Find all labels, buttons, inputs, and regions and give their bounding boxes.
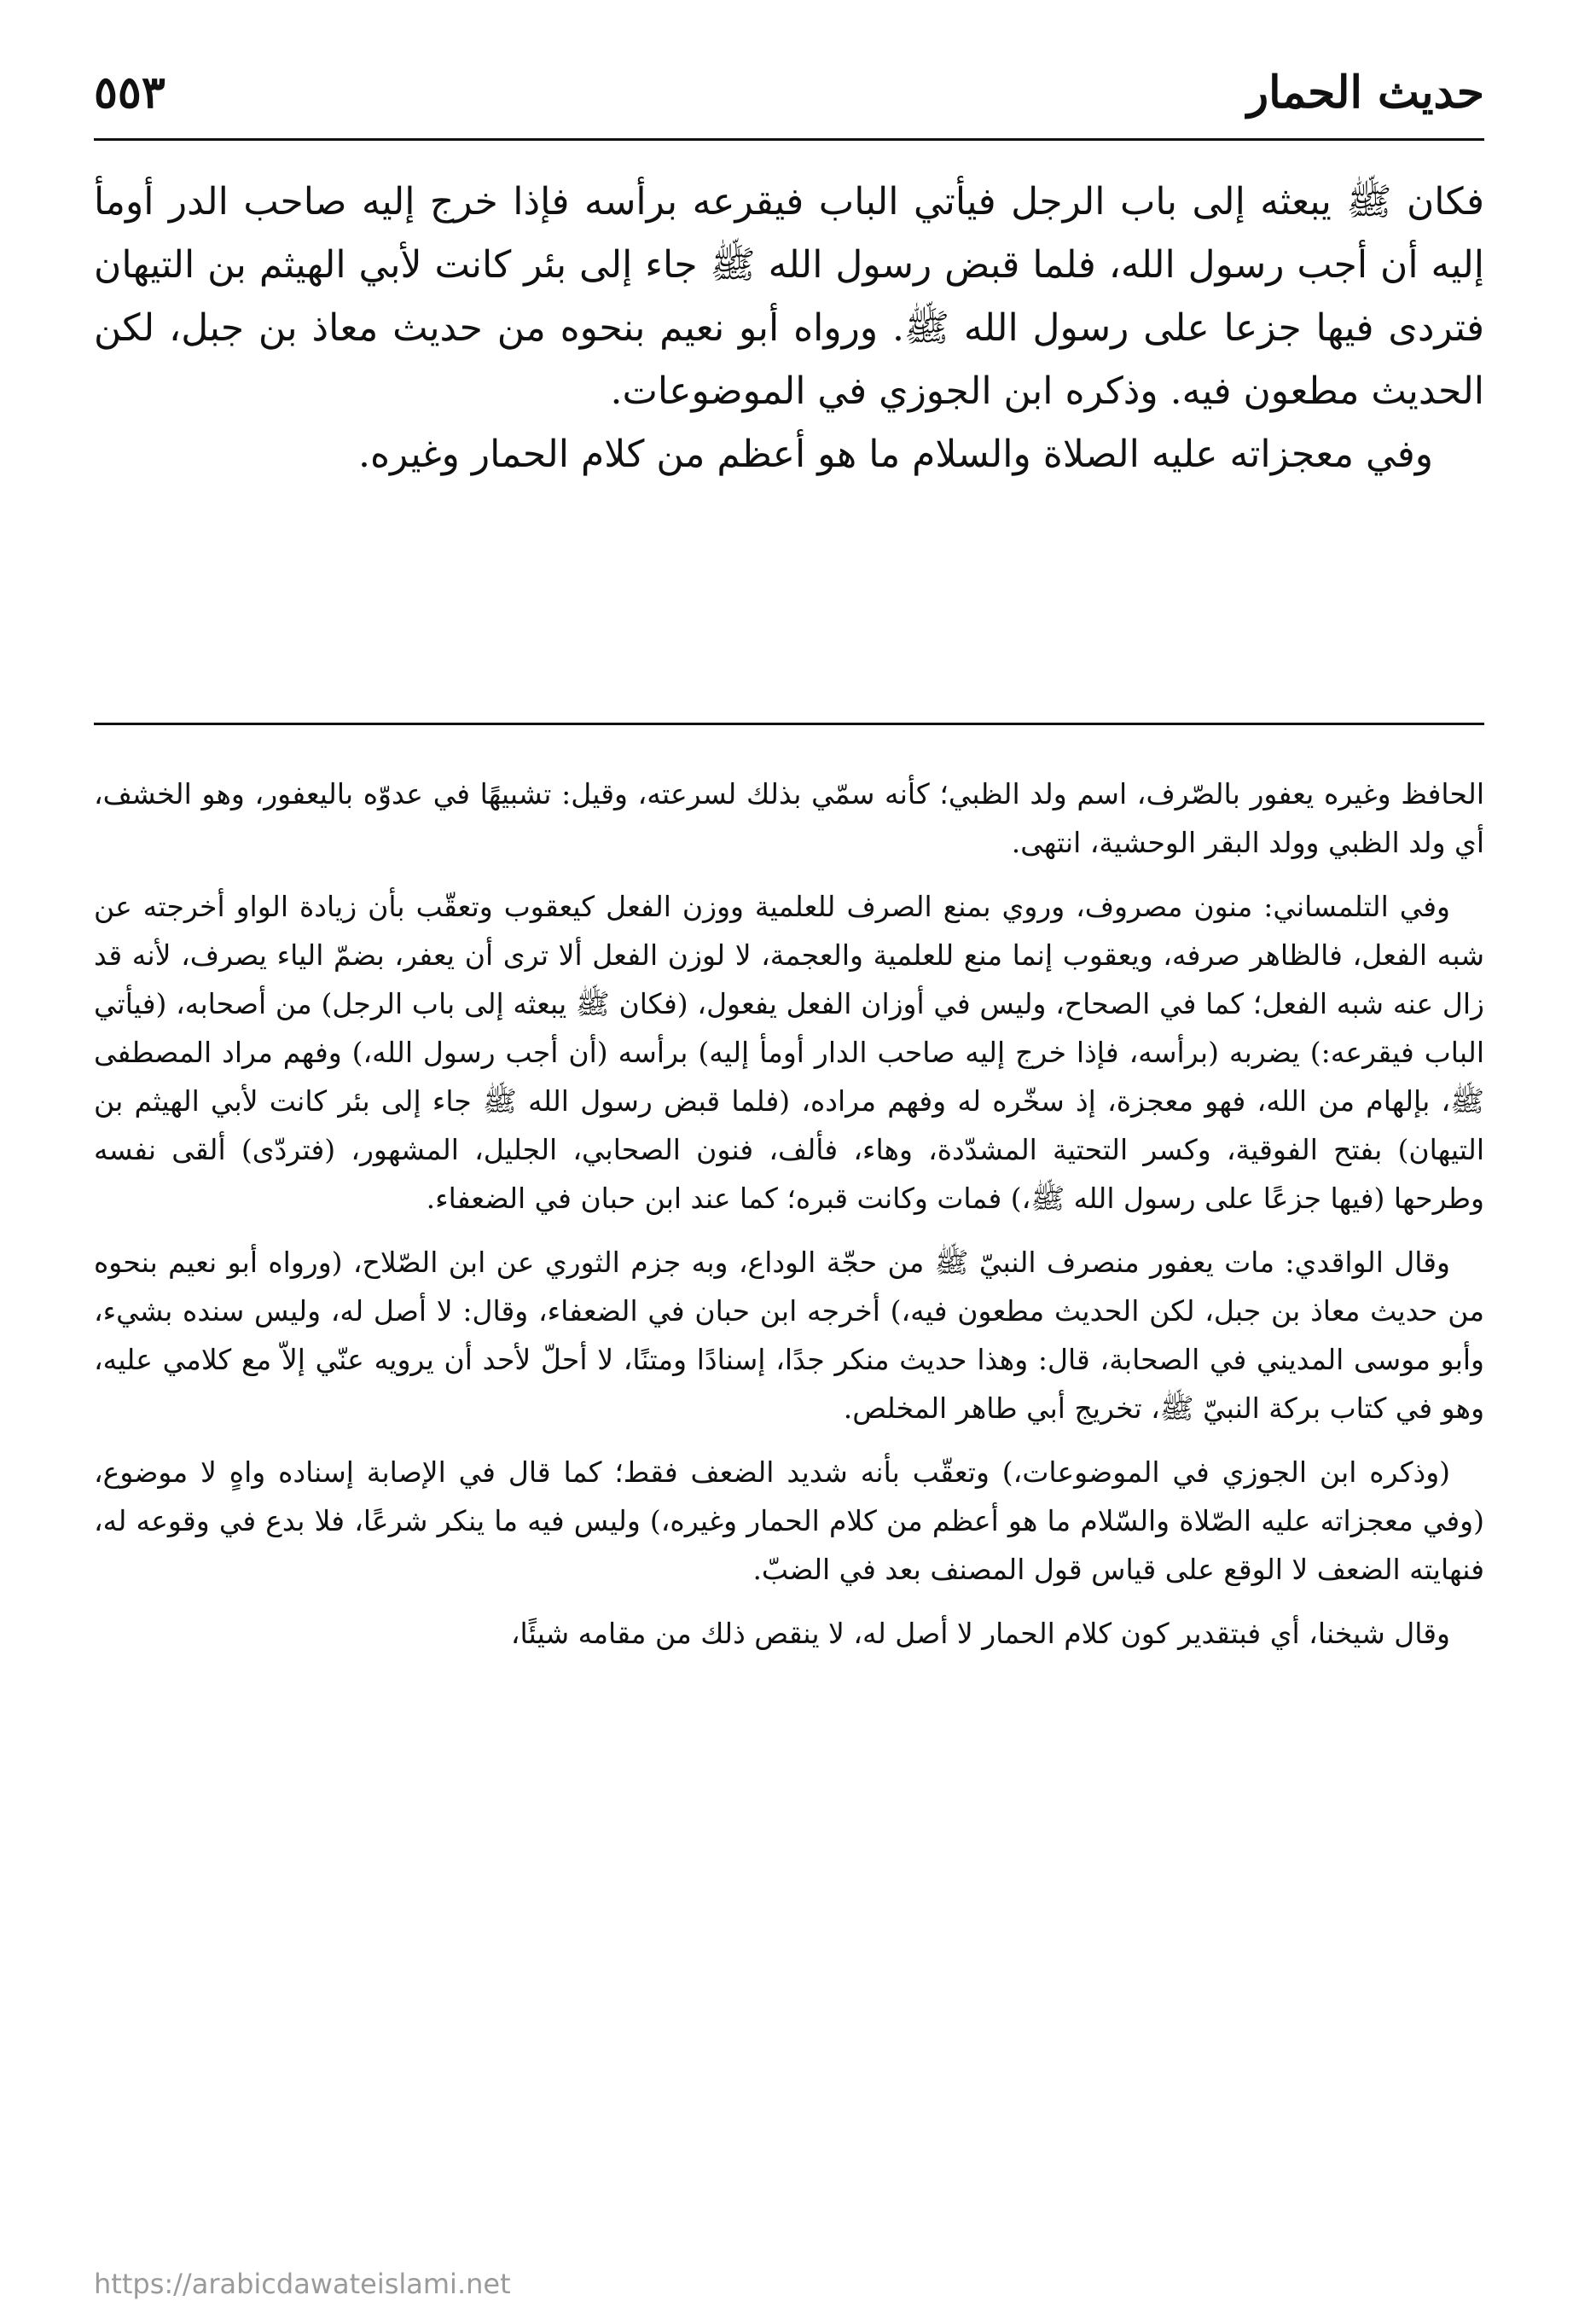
page-number: ٥٥٣ <box>94 67 165 119</box>
source-watermark: https://arabicdawateislami.net <box>94 2268 511 2300</box>
main-closing-line: وفي معجزاته عليه الصلاة والسلام ما هو أعظم من كلام الحمار وغيره. <box>358 433 1433 476</box>
commentary-paragraph-4: (وذكره ابن الجوزي في الموضوعات،) وتعقّب بأنه شديد الضعف فقط؛ كما قال في الإصابة إسناده واهٍ لا موضوع، (وفي معجزاته عليه الصّلاة والسّلام ما هو أعظم من كلام الحمار وغيره،) وليس فيه ما ينكر شرعًا، فلا بدع في وقوعه له، فنهايته الضعف لا الوقع على قياس قول المصنف بعد في الضبّ. <box>94 1455 1484 1586</box>
page-header <box>94 60 1484 145</box>
main-paragraph: فكان ﷺ يبعثه إلى باب الرجل فيأتي الباب فيقرعه برأسه فإذا خرج إليه صاحب الدر أومأ إليه أن أجب رسول الله، فلما قبض رسول الله ﷺ جاء إلى بئر كانت لأبي الهيثم بن التيهان فتردى فيها جزعا على رسول الله ﷺ. ورواه أبو نعيم بنحوه من حديث معاذ بن جبل، لكن الحديث مطعون فيه. وذكره ابن الجوزي في الموضوعات. <box>94 180 1484 413</box>
commentary-paragraph-5: وقال شيخنا، أي فبتقدير كون كلام الحمار لا أصل له، لا ينقص ذلك من مقامه شيئًا، <box>510 1617 1450 1650</box>
footnote-divider <box>94 723 1484 725</box>
commentary-paragraph-1: الحافظ وغيره يعفور بالصّرف، اسم ولد الظبي؛ كأنه سمّي بذلك لسرعته، وقيل: تشبيهًا في عدوّه باليعفور، وهو الخشف، أي ولد الظبي وولد البقر الوحشية، انتهى. <box>94 777 1484 859</box>
main-text-block <box>94 171 1484 486</box>
book-page <box>94 60 1484 2278</box>
commentary-paragraph-3: وقال الواقدي: مات يعفور منصرف النبيّ ﷺ من حجّة الوداع، وبه جزم الثوري عن ابن الصّلاح، (ورواه أبو نعيم بنحوه من حديث معاذ بن جبل، لكن الحديث مطعون فيه،) أخرجه ابن حبان في الضعفاء، وقال: لا أصل له، وليس سنده بشيء، وأبو موسى المديني في الصحابة، قال: وهذا حديث منكر جدًا، إسنادًا ومتنًا، لا أحلّ لأحد أن يرويه عنّي إلاّ مع كلامي عليه، وهو في كتاب بركة النبيّ ﷺ، تخريج أبي طاهر المخلص. <box>94 1246 1484 1425</box>
commentary-block <box>94 770 1484 1673</box>
header-divider <box>94 138 1484 141</box>
commentary-paragraph-2: وفي التلمساني: منون مصروف، وروي بمنع الصرف للعلمية ووزن الفعل كيعقوب وتعقّب بأن زيادة الواو أخرجته عن شبه الفعل، فالظاهر صرفه، ويعقوب إنما منع للعلمية والعجمة، لا لوزن الفعل ألا ترى أن يعفر، بضمّ الياء يصرف، لأنه قد زال عنه شبه الفعل؛ كما في الصحاح، وليس في أوزان الفعل يفعول، (فكان ﷺ يبعثه إلى باب الرجل) من أصحابه، (فيأتي الباب فيقرعه:) يضربه (برأسه، فإذا خرج إليه صاحب الدار أومأ إليه) برأسه (أن أجب رسول الله،) وفهم مراد المصطفى ﷺ، بإلهام من الله، فهو معجزة، إذ سخّره له وفهم مراده، (فلما قبض رسول الله ﷺ جاء إلى بئر كانت لأبي الهيثم بن التيهان) بفتح الفوقية، وكسر التحتية المشدّدة، وهاء، فألف، فنون الصحابي، الجليل، المشهور، (فتردّى) ألقى نفسه وطرحها (فيها جزعًا على رسول الله ﷺ،) فمات وكانت قبره؛ كما عند ابن حبان في الضعفاء. <box>94 890 1484 1215</box>
running-title: حديث الحمار <box>1247 67 1484 119</box>
